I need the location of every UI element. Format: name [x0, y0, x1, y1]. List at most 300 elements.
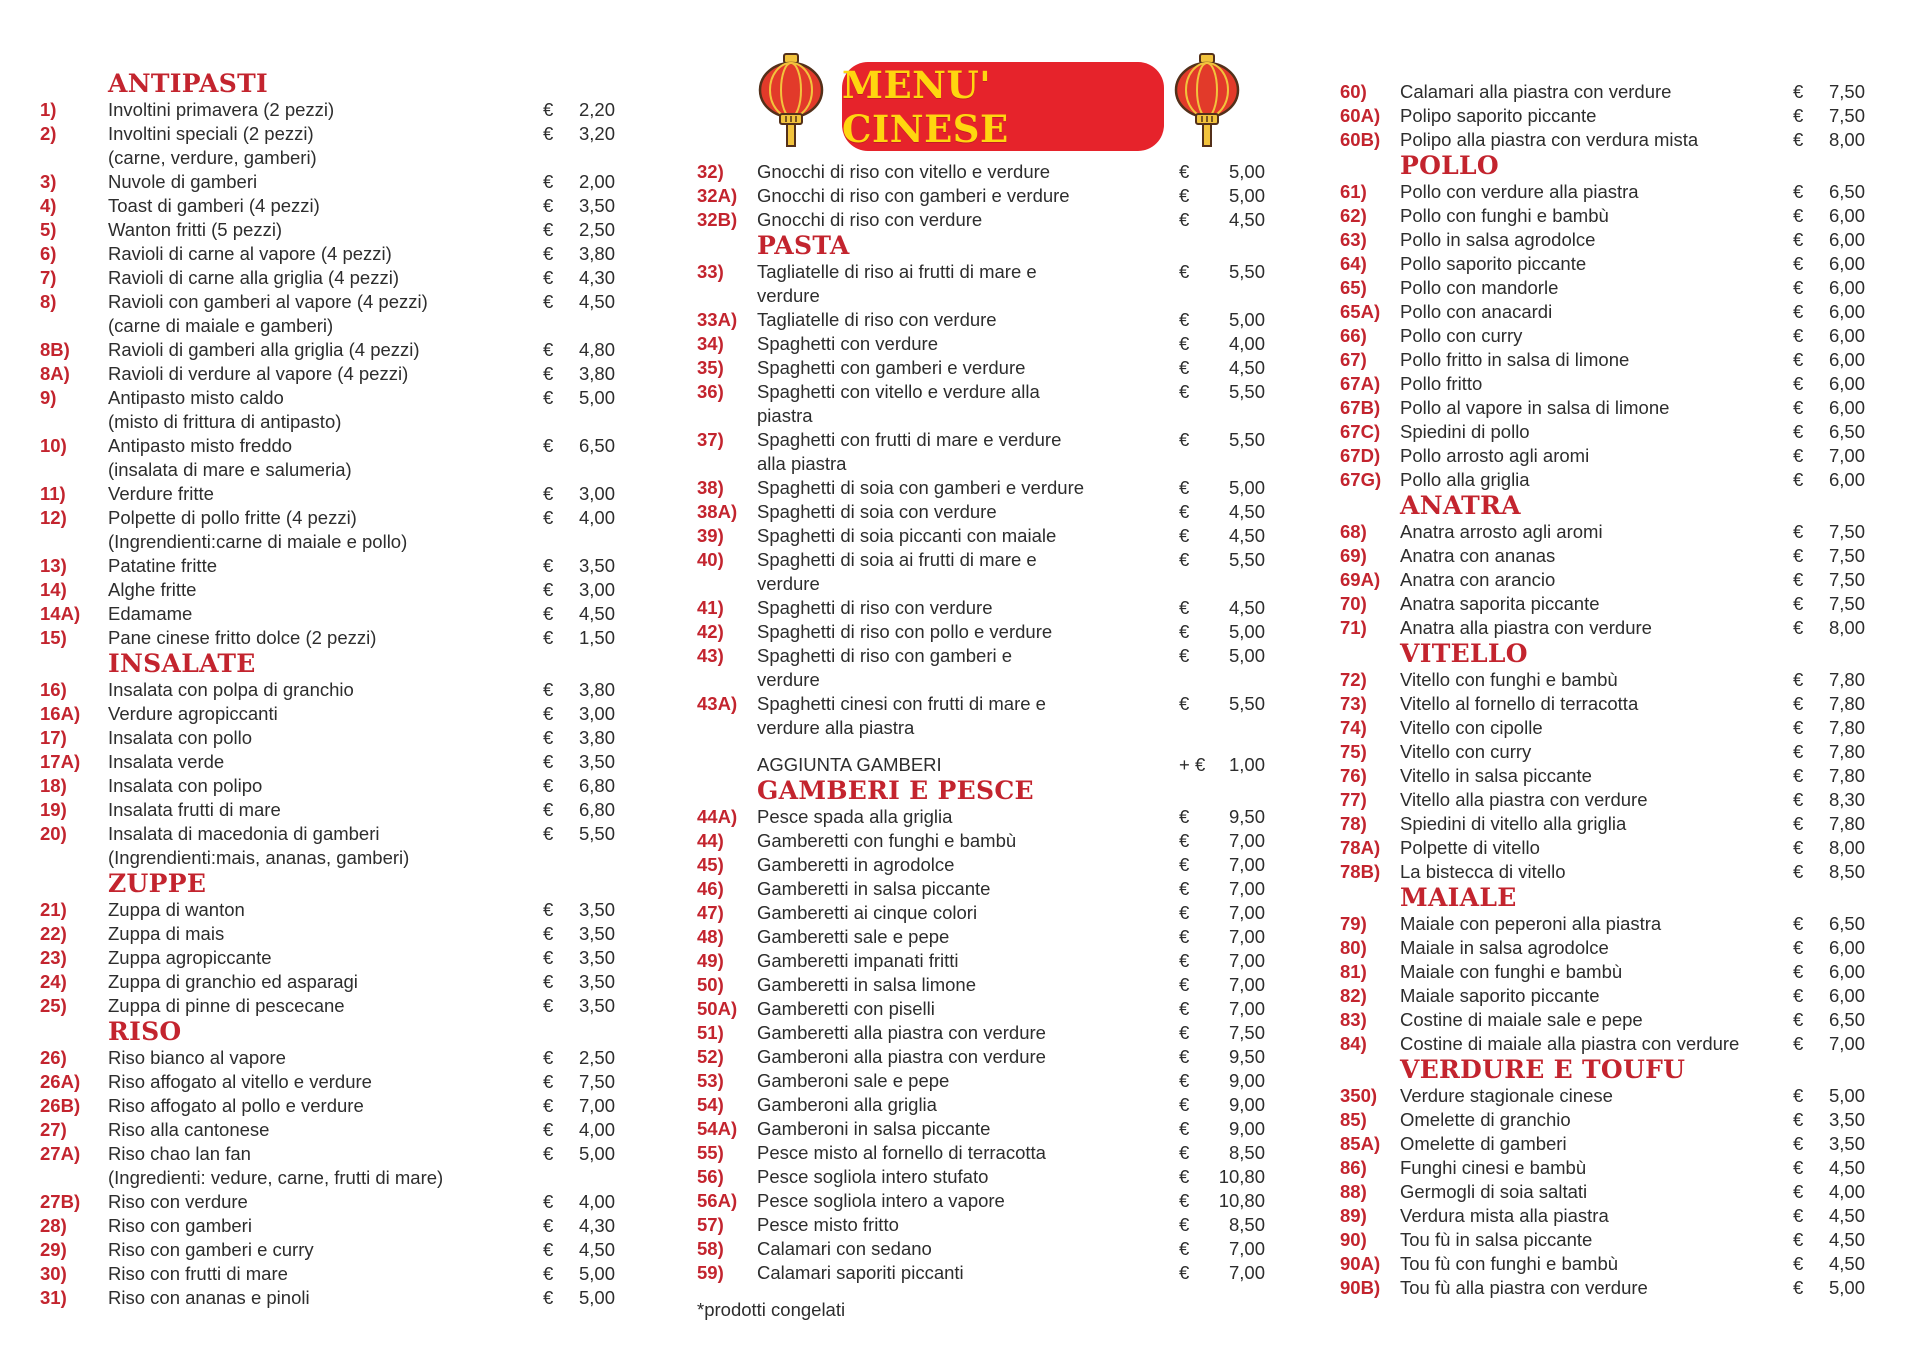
item-number: 44): [697, 830, 724, 851]
menu-item-subtext: [697, 716, 1265, 740]
menu-item: [1340, 396, 1865, 420]
euro-sign: €: [1793, 1229, 1804, 1250]
euro-sign: €: [1179, 621, 1190, 642]
euro-sign: €: [543, 1095, 554, 1116]
item-name: Verdure stagionale cinese: [1400, 1085, 1613, 1106]
item-price: [1179, 356, 1265, 380]
item-number: 69A): [1340, 569, 1381, 590]
item-name: Costine di maiale alla piastra con verdure: [1400, 1033, 1740, 1054]
menu-item: [1340, 544, 1865, 568]
menu-item: [1340, 568, 1865, 592]
item-name: Spaghetti con frutti di mare e verdure: [757, 429, 1062, 450]
menu-item: [697, 1141, 1265, 1165]
item-number: 51): [697, 1022, 724, 1043]
price-value: 3,50: [578, 995, 615, 1016]
price-value: 8,50: [1228, 1142, 1265, 1163]
menu-item: [40, 122, 615, 146]
item-number: 66): [1340, 325, 1367, 346]
item-number: 36): [697, 381, 724, 402]
price-value: 6,80: [578, 799, 615, 820]
item-name: Funghi cinesi e bambù: [1400, 1157, 1587, 1178]
section-header-vitello: VITELLO: [1400, 639, 1528, 668]
item-name: Germogli di soia saltati: [1400, 1181, 1588, 1202]
item-name: Pesce spada alla griglia: [757, 806, 953, 827]
item-name: Gamberetti con piselli: [757, 998, 935, 1019]
euro-sign: €: [543, 1071, 554, 1092]
price-value: 5,00: [1828, 1085, 1865, 1106]
euro-sign: €: [1179, 429, 1190, 450]
item-price: [1179, 160, 1265, 184]
euro-sign: €: [1793, 229, 1804, 250]
item-number: 78A): [1340, 837, 1381, 858]
euro-sign: €: [1179, 185, 1190, 206]
item-name: Insalata frutti di mare: [108, 799, 281, 820]
menu-item: [697, 692, 1265, 716]
item-price: [543, 922, 615, 946]
item-name: Riso con frutti di mare: [108, 1263, 288, 1284]
item-name: Spaghetti di soia ai frutti di mare e: [757, 549, 1037, 570]
price-value: 5,00: [1228, 477, 1265, 498]
menu-item: [697, 1261, 1265, 1285]
item-name: Verdure agropiccanti: [108, 703, 278, 724]
item-name: Antipasto misto freddo: [108, 435, 293, 456]
menu-item: [40, 994, 615, 1018]
euro-sign: €: [1793, 445, 1804, 466]
item-name: Riso con verdure: [108, 1191, 248, 1212]
price-value: 5,50: [1228, 549, 1265, 570]
price-value: 4,50: [1828, 1253, 1865, 1274]
item-name: Polipo alla piastra con verdura mista: [1400, 129, 1699, 150]
item-name: Zuppa di pinne di pescecane: [108, 995, 345, 1016]
price-value: 8,00: [1828, 837, 1865, 858]
item-name: Spaghetti con gamberi e verdure: [757, 357, 1026, 378]
item-number: 27B): [40, 1191, 81, 1212]
price-value: 6,00: [1828, 253, 1865, 274]
item-price: [1793, 468, 1865, 492]
item-number: 43A): [697, 693, 738, 714]
item-number: 86): [1340, 1157, 1367, 1178]
price-value: 4,30: [578, 1215, 615, 1236]
euro-sign: €: [1793, 1277, 1804, 1298]
price-value: 7,50: [1828, 105, 1865, 126]
item-name: Riso bianco al vapore: [108, 1047, 286, 1068]
price-value: 5,00: [1828, 1277, 1865, 1298]
euro-sign: €: [543, 1287, 554, 1308]
item-subtext: verdure: [757, 669, 820, 690]
item-price: [1793, 592, 1865, 616]
item-number: 27): [40, 1119, 67, 1140]
item-price: [1179, 208, 1265, 232]
price-value: 9,00: [1228, 1118, 1265, 1139]
item-price: [543, 1046, 615, 1070]
euro-sign: €: [1793, 937, 1804, 958]
item-number: 26A): [40, 1071, 81, 1092]
item-name: Maiale con funghi e bambù: [1400, 961, 1623, 982]
item-number: 16): [40, 679, 67, 700]
price-value: 3,50: [578, 195, 615, 216]
menu-item: [697, 524, 1265, 548]
price-value: 6,00: [1828, 349, 1865, 370]
menu-item: [40, 242, 615, 266]
price-value: 5,00: [578, 1263, 615, 1284]
menu-item: [1340, 912, 1865, 936]
price-value: 4,00: [578, 1191, 615, 1212]
price-value: 6,50: [1828, 181, 1865, 202]
item-price: [543, 170, 615, 194]
item-name: Zuppa di mais: [108, 923, 225, 944]
page-title: MENU' CINESE: [842, 62, 1009, 151]
menu-item: [697, 308, 1265, 332]
item-subtext: alla piastra: [757, 453, 847, 474]
menu-item: [40, 194, 615, 218]
price-value: 7,00: [1228, 902, 1265, 923]
item-name: Pesce misto fritto: [757, 1214, 899, 1235]
euro-sign: €: [1179, 549, 1190, 570]
price-value: 3,80: [578, 727, 615, 748]
menu-item-subtext: [697, 284, 1265, 308]
menu-item: [40, 1190, 615, 1214]
euro-sign: €: [1793, 277, 1804, 298]
item-price: [543, 1118, 615, 1142]
item-name: Anatra saporita piccante: [1400, 593, 1600, 614]
item-name: Gamberetti impanati fritti: [757, 950, 959, 971]
item-number: 17A): [40, 751, 81, 772]
euro-sign: €: [1179, 209, 1190, 230]
item-name: Vitello in salsa piccante: [1400, 765, 1592, 786]
item-number: 24): [40, 971, 67, 992]
item-name: Spaghetti di riso con pollo e verdure: [757, 621, 1053, 642]
price-value: 1,00: [1228, 754, 1265, 775]
item-price: [1793, 80, 1865, 104]
item-name: Riso chao lan fan: [108, 1143, 251, 1164]
item-price: [1793, 788, 1865, 812]
item-name: Vitello con funghi e bambù: [1400, 669, 1618, 690]
item-name: Maiale saporito piccante: [1400, 985, 1600, 1006]
item-number: 48): [697, 926, 724, 947]
menu-item: [40, 922, 615, 946]
item-name: Verdura mista alla piastra: [1400, 1205, 1609, 1226]
menu-item: [1340, 860, 1865, 884]
menu-item: [697, 1021, 1265, 1045]
menu-item: [1340, 1276, 1865, 1300]
item-name: Alghe fritte: [108, 579, 197, 600]
item-name: Wanton fritti (5 pezzi): [108, 219, 283, 240]
item-name: Gamberetti in agrodolce: [757, 854, 955, 875]
item-number: 350): [1340, 1085, 1378, 1106]
item-price: [1179, 901, 1265, 925]
menu-item: [1340, 984, 1865, 1008]
item-price: [1179, 1189, 1265, 1213]
euro-sign: €: [1179, 333, 1190, 354]
item-name: Tou fù in salsa piccante: [1400, 1229, 1593, 1250]
euro-sign: €: [543, 823, 554, 844]
item-price: [1793, 1204, 1865, 1228]
item-name: Riso affogato al vitello e verdure: [108, 1071, 372, 1092]
item-number: 34): [697, 333, 724, 354]
price-value: 3,00: [578, 703, 615, 724]
menu-item: [1340, 836, 1865, 860]
item-price: [1793, 520, 1865, 544]
item-price: [1793, 1228, 1865, 1252]
item-name: Gamberoni in salsa piccante: [757, 1118, 991, 1139]
price-value: 6,00: [1828, 205, 1865, 226]
menu-item-subtext: [697, 404, 1265, 428]
item-number: 25): [40, 995, 67, 1016]
item-name: Riso affogato al pollo e verdure: [108, 1095, 364, 1116]
menu-item: [697, 1189, 1265, 1213]
euro-sign: €: [1793, 717, 1804, 738]
menu-item: [1340, 692, 1865, 716]
item-price: [1179, 524, 1265, 548]
item-number: 46): [697, 878, 724, 899]
item-number: 53): [697, 1070, 724, 1091]
price-value: 3,50: [578, 971, 615, 992]
euro-sign: €: [543, 947, 554, 968]
item-name: Pollo con funghi e bambù: [1400, 205, 1609, 226]
item-name: Pollo con curry: [1400, 325, 1523, 346]
item-number: 20): [40, 823, 67, 844]
menu-item: [1340, 372, 1865, 396]
item-number: 71): [1340, 617, 1367, 638]
menu-item: [1340, 716, 1865, 740]
price-value: 3,50: [578, 555, 615, 576]
item-name: Pollo con verdure alla piastra: [1400, 181, 1639, 202]
item-name: Pollo in salsa agrodolce: [1400, 229, 1596, 250]
item-number: 64): [1340, 253, 1367, 274]
price-value: 3,50: [578, 899, 615, 920]
menu-item: [40, 1262, 615, 1286]
euro-sign: €: [543, 507, 554, 528]
item-number: 50): [697, 974, 724, 995]
item-name: Pollo saporito piccante: [1400, 253, 1587, 274]
item-price: [1793, 252, 1865, 276]
euro-sign: €: [1179, 1262, 1190, 1283]
menu-item: [1340, 324, 1865, 348]
euro-sign: €: [1179, 1238, 1190, 1259]
menu-item: [697, 949, 1265, 973]
item-name: Spaghetti di soia con gamberi e verdure: [757, 477, 1085, 498]
item-subtext: verdure: [757, 285, 820, 306]
item-number: 15): [40, 627, 67, 648]
item-number: 56): [697, 1166, 724, 1187]
menu-item: [697, 877, 1265, 901]
item-number: 38): [697, 477, 724, 498]
item-price: [543, 750, 615, 774]
item-price: [1179, 476, 1265, 500]
item-price: [1179, 997, 1265, 1021]
item-number: 73): [1340, 693, 1367, 714]
item-number: 44A): [697, 806, 738, 827]
item-price: [1179, 184, 1265, 208]
item-price: [543, 1190, 615, 1214]
euro-sign: €: [1179, 597, 1190, 618]
item-name: Zuppa di granchio ed asparagi: [108, 971, 358, 992]
euro-sign: €: [543, 267, 554, 288]
price-value: 7,00: [578, 1095, 615, 1116]
price-value: 5,00: [1228, 309, 1265, 330]
item-number: 67B): [1340, 397, 1381, 418]
item-name: Gnocchi di riso con gamberi e verdure: [757, 185, 1070, 206]
item-number: 55): [697, 1142, 724, 1163]
item-name: Ravioli di gamberi alla griglia (4 pezzi): [108, 339, 420, 360]
menu-item: [40, 1118, 615, 1142]
price-value: 5,50: [1228, 693, 1265, 714]
item-name: Omelette di granchio: [1400, 1109, 1571, 1130]
item-subtext: (Ingredienti: vedure, carne, frutti di mare): [108, 1167, 444, 1188]
item-number: 76): [1340, 765, 1367, 786]
item-name: Polipo saporito piccante: [1400, 105, 1597, 126]
menu-item: [697, 260, 1265, 284]
euro-sign: €: [1179, 161, 1190, 182]
euro-sign: €: [543, 679, 554, 700]
item-name: Vitello con curry: [1400, 741, 1532, 762]
item-price: [543, 1094, 615, 1118]
price-value: 4,50: [1828, 1157, 1865, 1178]
menu-item: [1340, 204, 1865, 228]
item-subtext: (carne di maiale e gamberi): [108, 315, 334, 336]
menu-item: [697, 901, 1265, 925]
item-name: Tagliatelle di riso ai frutti di mare e: [757, 261, 1037, 282]
price-value: 3,20: [578, 123, 615, 144]
item-name: Tagliatelle di riso con verdure: [757, 309, 997, 330]
euro-sign: €: [1179, 806, 1190, 827]
item-name: Gnocchi di riso con verdure: [757, 209, 983, 230]
item-price: [543, 702, 615, 726]
item-number: 8B): [40, 339, 70, 360]
menu-item: [40, 626, 615, 650]
item-number: 26): [40, 1047, 67, 1068]
menu-item: [697, 1117, 1265, 1141]
menu-item: [40, 1046, 615, 1070]
euro-sign: €: [1793, 349, 1804, 370]
item-name: Ravioli di verdure al vapore (4 pezzi): [108, 363, 409, 384]
item-number: 14): [40, 579, 67, 600]
menu-item: [1340, 1032, 1865, 1056]
item-number: 27A): [40, 1143, 81, 1164]
item-price: [1793, 668, 1865, 692]
menu-item: [1340, 520, 1865, 544]
item-price: [1179, 805, 1265, 829]
item-subtext: verdure alla piastra: [757, 717, 915, 738]
item-name: Pesce sogliola intero stufato: [757, 1166, 989, 1187]
euro-sign: €: [1179, 309, 1190, 330]
menu-item: [1340, 960, 1865, 984]
item-number: 54): [697, 1094, 724, 1115]
item-name: Insalata di macedonia di gamberi: [108, 823, 380, 844]
item-number: 32B): [697, 209, 738, 230]
menu-item: [697, 1237, 1265, 1261]
item-price: [1793, 300, 1865, 324]
item-number: 39): [697, 525, 724, 546]
euro-sign: €: [543, 99, 554, 120]
euro-sign: €: [543, 627, 554, 648]
euro-sign: €: [543, 483, 554, 504]
item-price: [543, 362, 615, 386]
price-value: 5,00: [578, 387, 615, 408]
section-header-maiale: MAIALE: [1400, 883, 1517, 912]
item-number: 90A): [1340, 1253, 1381, 1274]
item-number: 85A): [1340, 1133, 1381, 1154]
price-value: 7,00: [1228, 854, 1265, 875]
euro-sign: €: [1793, 1133, 1804, 1154]
menu-item: [697, 997, 1265, 1021]
item-price: [1179, 380, 1265, 404]
item-name: Anatra con arancio: [1400, 569, 1556, 590]
item-number: 17): [40, 727, 67, 748]
section-header-anatra: ANATRA: [1400, 491, 1521, 520]
item-price: [543, 98, 615, 122]
item-price: [1793, 1108, 1865, 1132]
menu-item: [697, 829, 1265, 853]
euro-sign: €: [543, 435, 554, 456]
item-price: [1793, 1180, 1865, 1204]
price-value: 10,80: [1218, 1190, 1265, 1211]
menu-item: [1340, 788, 1865, 812]
item-number: 26B): [40, 1095, 81, 1116]
menu-item: [1340, 1008, 1865, 1032]
item-name: Pesce sogliola intero a vapore: [757, 1190, 1005, 1211]
item-price: [1793, 372, 1865, 396]
item-name: Gamberoni alla griglia: [757, 1094, 937, 1115]
item-price: [1793, 544, 1865, 568]
item-number: 12): [40, 507, 67, 528]
euro-sign: €: [1793, 81, 1804, 102]
price-value: 6,00: [1828, 229, 1865, 250]
item-price: [1793, 128, 1865, 152]
item-price: [1179, 1093, 1265, 1117]
item-number: 38A): [697, 501, 738, 522]
item-price: [543, 338, 615, 362]
price-value: 1,50: [578, 627, 615, 648]
price-value: 4,50: [1228, 501, 1265, 522]
item-name: Involtini speciali (2 pezzi): [108, 123, 314, 144]
item-name: Pollo con anacardi: [1400, 301, 1553, 322]
item-number: 67A): [1340, 373, 1381, 394]
price-value: 7,00: [1228, 950, 1265, 971]
price-value: 6,00: [1828, 373, 1865, 394]
menu-item: [40, 798, 615, 822]
price-value: 8,00: [1828, 129, 1865, 150]
menu-item: [697, 805, 1265, 829]
item-price: [1793, 104, 1865, 128]
item-name: Pollo con mandorle: [1400, 277, 1559, 298]
price-value: 3,80: [578, 243, 615, 264]
price-value: 5,00: [578, 1287, 615, 1308]
item-number: 6): [40, 243, 57, 264]
item-name: Gamberoni sale e pepe: [757, 1070, 950, 1091]
menu-item: [697, 428, 1265, 452]
item-price: [1793, 912, 1865, 936]
price-value: 4,50: [578, 291, 615, 312]
euro-sign: €: [543, 123, 554, 144]
euro-sign: €: [1793, 861, 1804, 882]
item-price: [1179, 1069, 1265, 1093]
item-price: [1793, 960, 1865, 984]
item-price: [1793, 204, 1865, 228]
price-value: 2,50: [578, 219, 615, 240]
item-name: Involtini primavera (2 pezzi): [108, 99, 335, 120]
item-number: 88): [1340, 1181, 1367, 1202]
item-price: [543, 602, 615, 626]
item-number: 60): [1340, 81, 1367, 102]
item-price: [543, 386, 615, 410]
price-value: 5,00: [1228, 621, 1265, 642]
item-number: 21): [40, 899, 67, 920]
price-value: 4,50: [578, 1239, 615, 1260]
item-price: [1793, 568, 1865, 592]
item-number: 54A): [697, 1118, 738, 1139]
item-number: 74): [1340, 717, 1367, 738]
